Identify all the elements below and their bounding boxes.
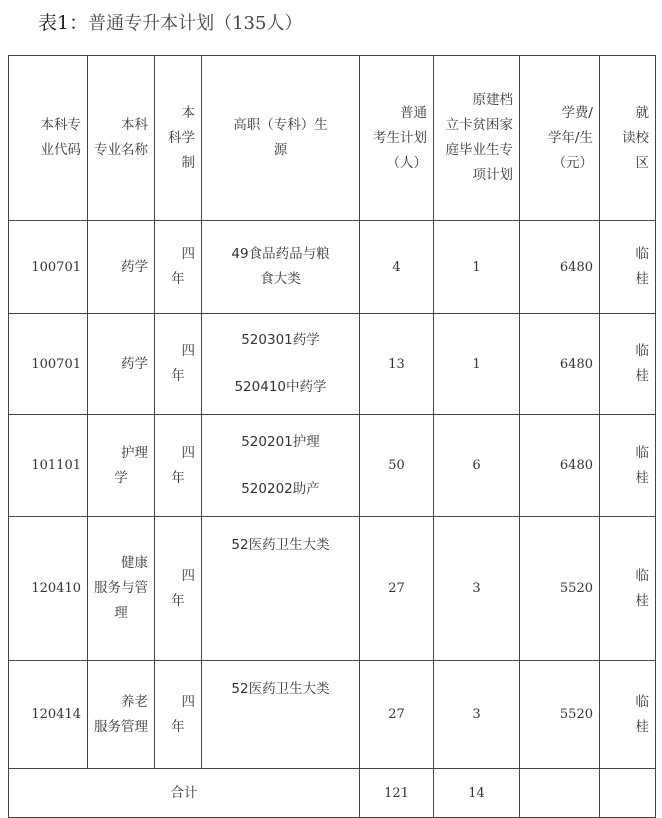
- cell-name-line: 健康: [121, 555, 148, 571]
- header-special: [434, 56, 520, 221]
- cell-code: 101101: [9, 415, 88, 517]
- cell-name-line: 养老: [121, 693, 148, 710]
- table-row: [9, 221, 656, 314]
- cell-source: [202, 661, 360, 769]
- table-title-prefix: 表1：: [38, 12, 89, 34]
- cell-years-line: 四: [181, 567, 195, 584]
- header-years-line: 科学: [168, 129, 195, 146]
- cell-years-line: 年: [171, 718, 185, 735]
- cell-code: 120410: [9, 517, 88, 661]
- header-plan-line: （人）: [386, 154, 427, 171]
- header-plan-line: 普通: [400, 104, 427, 121]
- cell-source: [202, 221, 360, 314]
- cell-name: [88, 415, 155, 517]
- cell-years-line: 年: [171, 368, 185, 384]
- cell-source-line: 52医药卫生大类: [231, 681, 330, 697]
- cell-name-line: 理: [114, 605, 128, 621]
- header-name: [88, 56, 155, 221]
- cell-years-line: 四: [181, 444, 195, 461]
- cell-campus-line: 临: [635, 693, 649, 710]
- cell-years-line: 年: [171, 469, 185, 486]
- header-plan-line: 考生计划: [373, 129, 427, 146]
- cell-campus-line: 临: [635, 246, 649, 262]
- header-row: [9, 56, 656, 221]
- cell-name-line: 服务与管: [94, 580, 148, 596]
- cell-name-line: 药学: [121, 355, 148, 372]
- cell-source-line: 52医药卫生大类: [231, 537, 330, 553]
- total-label: 合计: [9, 769, 360, 818]
- header-plan: [360, 56, 434, 221]
- cell-name: [88, 314, 155, 415]
- cell-name-line: 学: [114, 469, 128, 486]
- table-row: [9, 415, 656, 517]
- cell-years: [155, 517, 202, 661]
- header-fee-line: 学年/生: [547, 129, 593, 146]
- cell-source-line: 520301药学: [241, 332, 320, 348]
- header-special-line: 原建档: [472, 92, 513, 108]
- header-code-line: 本科专: [40, 117, 81, 133]
- cell-special: 1: [434, 314, 520, 415]
- cell-name-line: 药学: [121, 258, 148, 275]
- cell-years: [155, 314, 202, 415]
- cell-name-line: 护理: [121, 444, 148, 461]
- cell-campus-line: 临: [635, 343, 649, 359]
- cell-plan: 4: [360, 221, 434, 314]
- cell-name: [88, 517, 155, 661]
- cell-fee: 6480: [520, 221, 600, 314]
- total-plan: 121: [360, 769, 434, 818]
- total-campus-empty: [600, 769, 656, 818]
- cell-campus: [600, 314, 656, 415]
- cell-years-line: 年: [171, 592, 185, 609]
- cell-fee: 6480: [520, 314, 600, 415]
- header-fee-line: 学费/: [561, 104, 593, 121]
- cell-plan: 27: [360, 517, 434, 661]
- cell-name: [88, 661, 155, 769]
- header-years-line: 制: [181, 154, 195, 171]
- header-special-line: 项计划: [472, 167, 513, 183]
- header-name-line: 专业名称: [94, 142, 148, 158]
- cell-years-line: 年: [171, 271, 185, 287]
- cell-code: 100701: [9, 221, 88, 314]
- cell-years-line: 四: [181, 693, 195, 710]
- cell-years-line: 四: [181, 343, 195, 359]
- header-fee: [520, 56, 600, 221]
- header-campus-line: 区: [635, 154, 649, 171]
- table-row: [9, 314, 656, 415]
- cell-source: [202, 314, 360, 415]
- cell-special: 1: [434, 221, 520, 314]
- cell-years: [155, 661, 202, 769]
- cell-campus-line: 临: [635, 567, 649, 584]
- cell-source: [202, 415, 360, 517]
- header-special-line: 立卡贫困家: [445, 117, 513, 133]
- cell-source-line: 食大类: [260, 271, 301, 287]
- header-code: [9, 56, 88, 221]
- cell-fee: 5520: [520, 517, 600, 661]
- cell-campus-line: 桂: [635, 592, 649, 609]
- cell-name-line: 服务管理: [94, 718, 148, 735]
- cell-plan: 13: [360, 314, 434, 415]
- total-row: [9, 769, 656, 818]
- cell-special: 6: [434, 415, 520, 517]
- header-source: [202, 56, 360, 221]
- cell-campus-line: 桂: [635, 271, 649, 287]
- cell-special: 3: [434, 661, 520, 769]
- table-title-text: 普通专升本计划（135人）: [88, 13, 303, 34]
- header-source-line: 源: [273, 142, 288, 158]
- cell-plan: 50: [360, 415, 434, 517]
- header-campus-line: 就: [635, 104, 649, 121]
- header-years-line: 本: [181, 104, 195, 121]
- cell-source: [202, 517, 360, 661]
- total-fee-empty: [520, 769, 600, 818]
- table-row: [9, 661, 656, 769]
- cell-source-line: 520410中药学: [234, 379, 327, 395]
- cell-special: 3: [434, 517, 520, 661]
- header-source-line: 高职（专科）生: [233, 117, 328, 133]
- header-name-line: 本科: [121, 117, 148, 133]
- cell-campus: [600, 661, 656, 769]
- cell-years: [155, 415, 202, 517]
- header-years: [155, 56, 202, 221]
- cell-source-line: 49食品药品与粮: [231, 246, 330, 262]
- cell-years-line: 四: [181, 246, 195, 262]
- cell-name: [88, 221, 155, 314]
- cell-years: [155, 221, 202, 314]
- header-fee-line: （元）: [552, 154, 593, 171]
- header-code-line: 业代码: [40, 142, 81, 158]
- cell-fee: 5520: [520, 661, 600, 769]
- table-row: [9, 517, 656, 661]
- cell-campus: [600, 221, 656, 314]
- cell-fee: 6480: [520, 415, 600, 517]
- header-campus-line: 读校: [622, 129, 649, 146]
- cell-campus-line: 临: [635, 444, 649, 461]
- header-campus: [600, 56, 656, 221]
- cell-campus-line: 桂: [635, 718, 649, 735]
- cell-campus: [600, 517, 656, 661]
- cell-plan: 27: [360, 661, 434, 769]
- cell-campus-line: 桂: [635, 469, 649, 486]
- cell-campus-line: 桂: [635, 368, 649, 384]
- total-special: 14: [434, 769, 520, 818]
- cell-code: 100701: [9, 314, 88, 415]
- table-title: [38, 8, 302, 35]
- cell-source-line: 520202助产: [241, 480, 320, 497]
- cell-source-line: 520201护理: [241, 433, 320, 450]
- admission-plan-table: [8, 55, 656, 818]
- header-special-line: 庭毕业生专: [445, 142, 513, 158]
- cell-campus: [600, 415, 656, 517]
- cell-code: 120414: [9, 661, 88, 769]
